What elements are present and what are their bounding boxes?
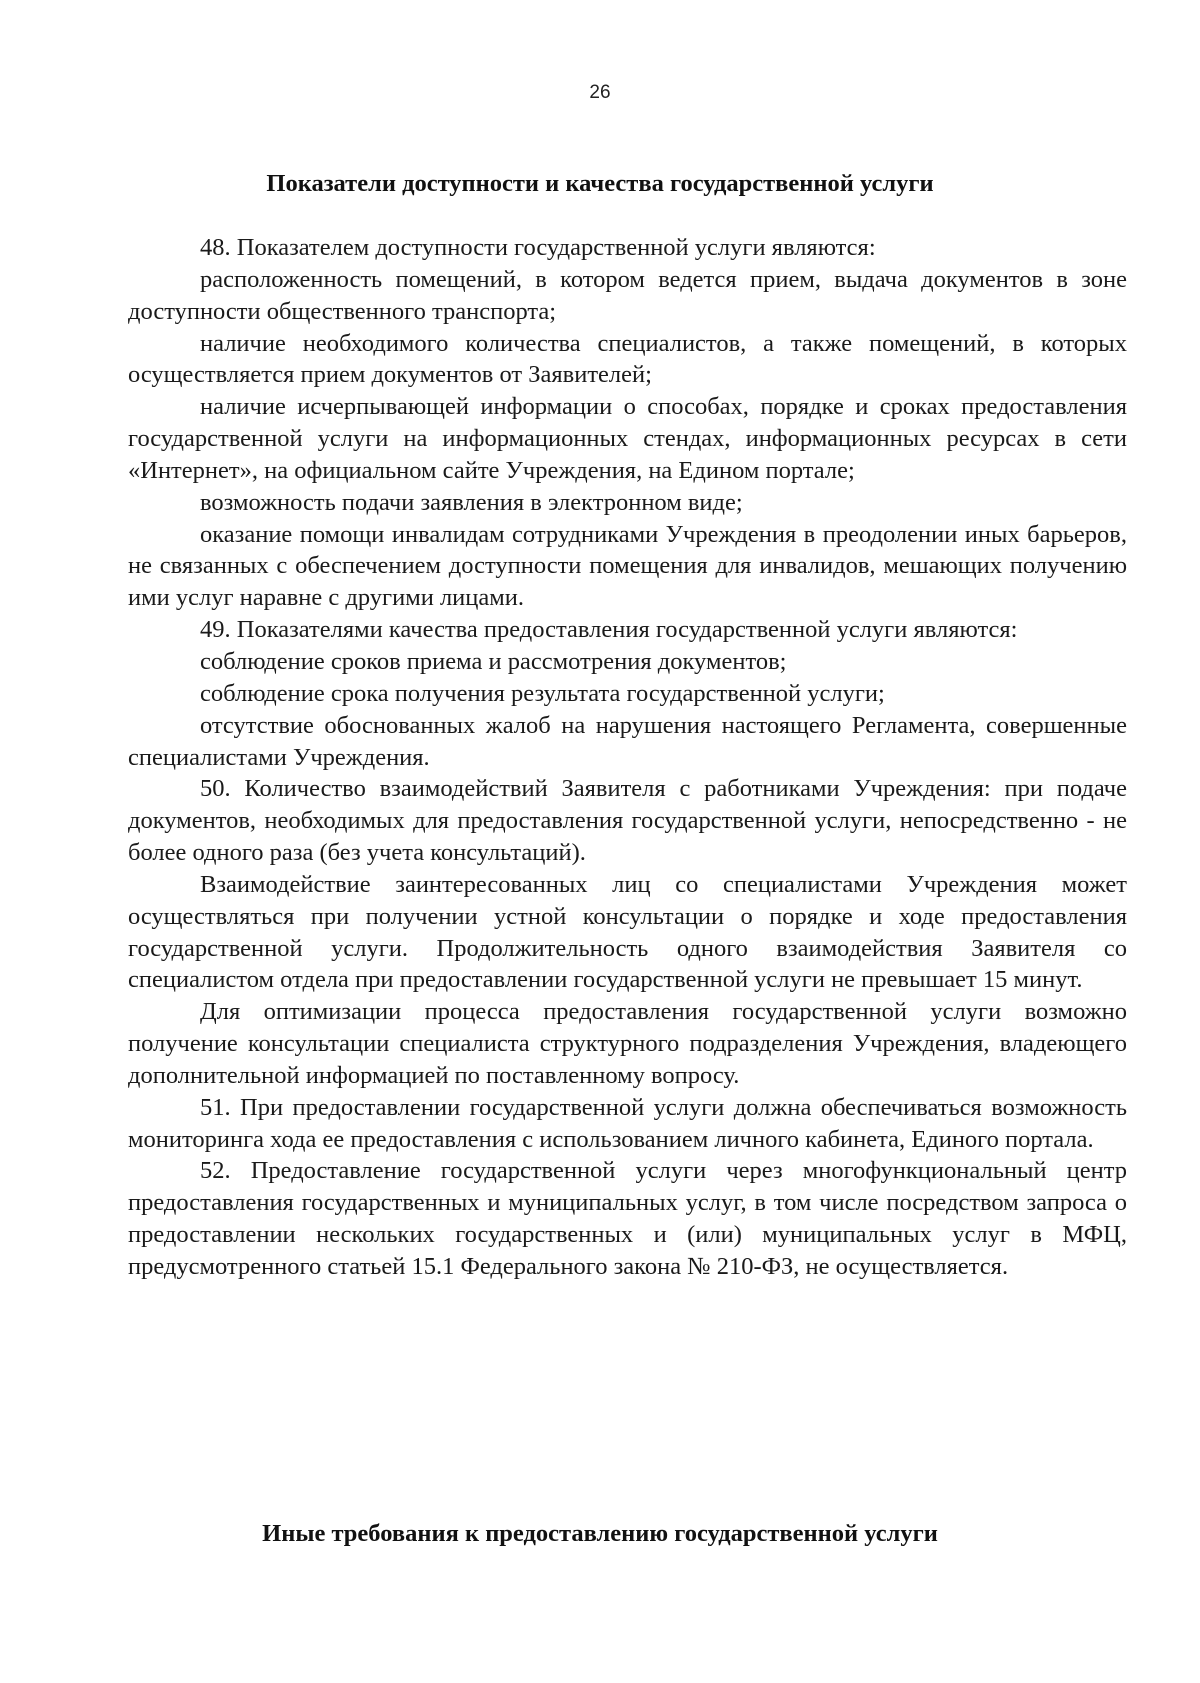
paragraph-item: наличие исчерпывающей информации о способах, порядке и сроках предоставления государственной услуги на информационных стендах, информационных ресурсах в сети «Интернет», на официальном сайте Учреждения, на Едином портале; xyxy=(128,393,1127,484)
paragraph-item: Для оптимизации процесса предоставления государственной услуги возможно получение консультации специалиста структурного подразделения Учреждения, владеющего дополнительной информацией по поставленному вопросу. xyxy=(128,998,1127,1089)
paragraph-item: оказание помощи инвалидам сотрудниками Учреждения в преодолении иных барьеров, не связанных с обеспечением доступности помещения для инвалидов, мешающих получению ими услуг наравне с другими лицами. xyxy=(128,520,1127,612)
paragraph-item: наличие необходимого количества специалистов, а также помещений, в которых осуществляется прием документов от Заявителей; xyxy=(128,329,1127,389)
paragraph-50: 50. Количество взаимодействий Заявителя с работниками Учреждения: при подаче документов, необходимых для предоставления государственной услуги, непосредственно - не более одного раза (без учета консультаций). xyxy=(128,775,1127,867)
section-heading-other-requirements: Иные требования к предоставлению государственной услуги xyxy=(262,1520,938,1547)
paragraph-item: соблюдение сроков приема и рассмотрения документов; xyxy=(200,647,787,675)
paragraph-48: 48. Показателем доступности государственной услуги являются: xyxy=(200,234,876,261)
paragraph-item: соблюдение срока получения результата государственной услуги; xyxy=(200,679,885,707)
section-heading-indicators: Показатели доступности и качества государственной услуги xyxy=(266,170,934,197)
page-number: 26 xyxy=(589,82,611,103)
paragraph-item: расположенность помещений, в котором ведется прием, выдача документов в зоне доступности общественного транспорта; xyxy=(128,265,1127,325)
paragraph-item: Взаимодействие заинтересованных лиц со специалистами Учреждения может осуществляться при получении устной консультации о порядке и ходе предоставления государственной услуги. Продолжительность одного взаимодействия Заявителя со специалистом отдела при предоставлении государственной услуги не превышает 15 минут. xyxy=(128,870,1127,994)
paragraph-item: отсутствие обоснованных жалоб на нарушения настоящего Регламента, совершенные специалистами Учреждения. xyxy=(128,711,1127,771)
document-body xyxy=(128,232,1127,1283)
paragraph-52: 52. Предоставление государственной услуги через многофункциональный центр предоставления государственных и муниципальных услуг, в том числе посредством запроса о предоставлении нескольких государственных и (или) муниципальных услуг в МФЦ, предусмотренного статьей 15.1 Федерального закона № 210-ФЗ, не осуществляется. xyxy=(128,1157,1127,1280)
paragraph-51: 51. При предоставлении государственной услуги должна обеспечиваться возможность мониторинга хода ее предоставления с использованием личного кабинета, Единого портала. xyxy=(128,1093,1127,1153)
paragraph-49: 49. Показателями качества предоставления государственной услуги являются: xyxy=(200,616,1018,644)
paragraph-item: возможность подачи заявления в электронном виде; xyxy=(200,488,743,516)
